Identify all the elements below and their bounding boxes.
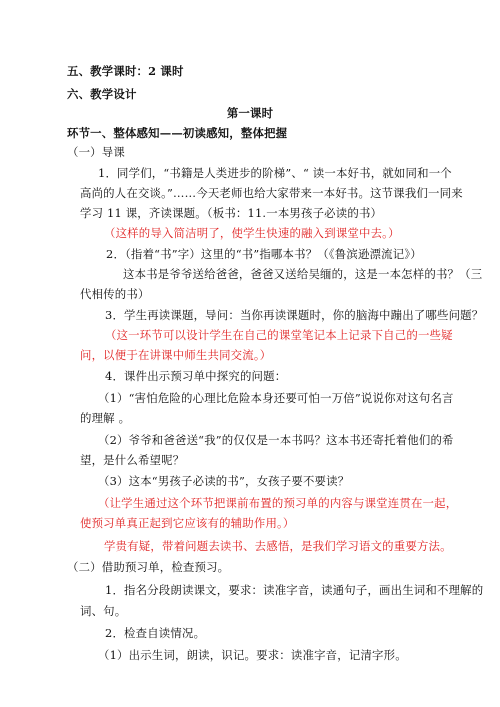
paragraph-1-line-3: 学习 11 课，齐读课题。（板书：11.一本男孩子必读的书） [80, 206, 383, 220]
annotation-note-1: （这样的导入简洁明了，使学生快速的融入到课堂中去。） [104, 226, 400, 240]
step-1-line-1: 1．指名分段朗读课文，要求：读准字音，读通句子，画出生词和不理解的 [105, 583, 484, 597]
question-1-line-2: 的理解 。 [80, 411, 131, 425]
annotation-note-5: 学贵有疑，带着问题去读书、去感悟，是我们学习语文的重要方法。 [104, 539, 452, 553]
paragraph-1-line-1: 1．同学们，“书籍是人类进步的阶梯”、“ 读一本好书，就如同和一个 [98, 166, 452, 180]
part-heading-intro: （一）导课 [67, 145, 125, 159]
section-heading-teaching-design: 六、教学设计 [67, 87, 137, 101]
annotation-note-3-line-1: （这一环节可以设计学生在自己的课堂笔记本上记录下自己的一些疑 [105, 328, 453, 342]
paragraph-2b-line-1: 这本书是爷爷送给爸爸，爸爸又送给吴缅的，这是一本怎样的书？（三 [123, 267, 483, 281]
step-2-sub-1: （1）出示生词，朗读，识记。要求：读准字音，记清字形。 [98, 648, 407, 662]
part-heading-preview-check: （二）借助预习单，检查预习。 [67, 560, 230, 574]
annotation-note-4-line-1: （让学生通过这个环节把课前布置的预习单的内容与课堂连贯在一起， [98, 496, 458, 510]
annotation-note-4-line-2: 使预习单真正起到它应该有的辅助作用。） [80, 516, 295, 530]
question-1-line-1: （1）“害怕危险的心理比危险本身还要可怕一万倍”说说你对这句名言 [98, 391, 454, 405]
step-1-line-2: 词、句。 [80, 604, 127, 618]
paragraph-2b-line-2: 代相传的书） [80, 287, 150, 301]
section-heading-class-hours: 五、教学课时：2 课时 [67, 64, 184, 78]
paragraph-3: 3．学生再读课题，导问：当你再读课题时，你的脑海中蹦出了哪些问题？ [105, 308, 484, 322]
step-2: 2．检查自读情况。 [105, 626, 206, 640]
stage-heading: 环节一、整体感知——初读感知，整体把握 [67, 126, 288, 140]
annotation-note-3-line-2: 问，以便于在讲课中师生共同交流。） [80, 348, 272, 362]
paragraph-1-line-2: 高尚的人在交谈。”……今天老师也给大家带来一本好书。这节课我们一同来 [80, 186, 463, 200]
question-2-line-1: （2）爷爷和爸爸送“我”的仅仅是一本书吗？这本书还寄托着他们的希 [98, 433, 454, 447]
paragraph-4: 4．课件出示预习单中探究的问题： [105, 369, 287, 383]
lesson-title: 第一课时 [226, 106, 274, 120]
question-2-line-2: 望，是什么希望呢？ [80, 453, 185, 467]
paragraph-2: 2．（指着“书”字）这里的“书”指哪本书？（《鲁滨逊漂流记》） [106, 247, 422, 261]
question-3: （3）这本“男孩子必读的书”，女孩子要不要读？ [98, 474, 350, 488]
